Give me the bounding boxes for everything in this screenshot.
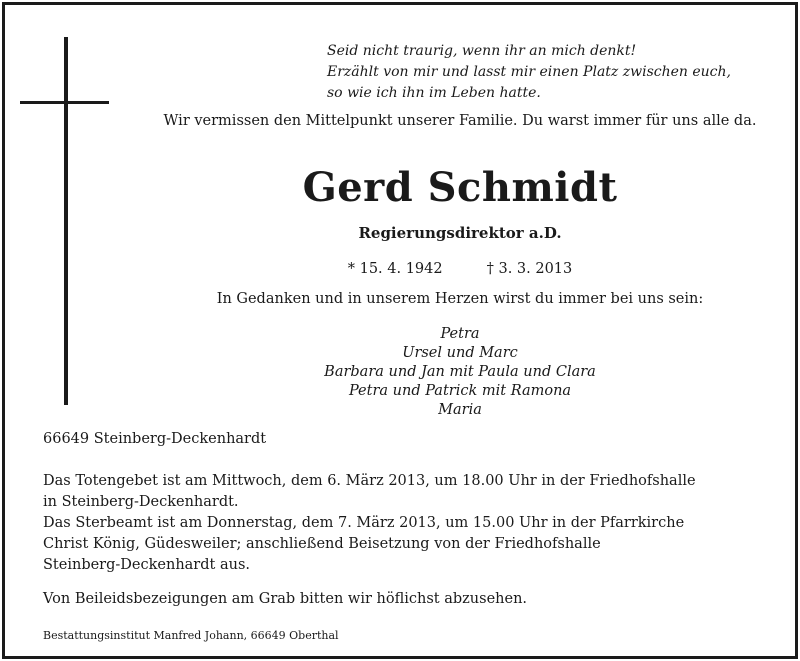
service-line: Steinberg-Deckenhardt aus.: [43, 557, 250, 573]
life-dates: [145, 261, 775, 277]
obituary-notice: [2, 2, 798, 659]
service-line: Das Sterbeamt ist am Donnerstag, dem 7. März 2013, um 15.00 Uhr in der Pfarrkirche: [43, 515, 685, 531]
mourner: Petra und Patrick mit Ramona: [348, 383, 572, 399]
mourners-list: [145, 325, 775, 420]
birth-date: * 15. 4. 1942: [347, 261, 443, 277]
poem-line: Erzählt von mir und lasst mir einen Platz zwischen euch,: [327, 64, 731, 80]
service-line: Christ König, Güdesweiler; anschließend Beisetzung von der Friedhofshalle: [43, 536, 601, 552]
poem-line: Seid nicht traurig, wenn ihr an mich denkt!: [327, 43, 637, 59]
poem: [327, 41, 731, 104]
mourner: Barbara und Jan mit Paula und Clara: [324, 364, 596, 380]
service-line: Das Totengebet ist am Mittwoch, dem 6. März 2013, um 18.00 Uhr in der Friedhofshalle: [43, 473, 696, 489]
cross-icon: [64, 37, 68, 405]
mourner: Ursel und Marc: [402, 345, 518, 361]
remembrance-line: In Gedanken und in unserem Herzen wirst du immer bei uns sein:: [216, 291, 704, 307]
cross-icon-bar: [20, 101, 109, 104]
deceased-title: Regierungsdirektor a.D.: [358, 224, 562, 242]
family-address: 66649 Steinberg-Deckenhardt: [43, 431, 267, 447]
missing-statement: Wir vermissen den Mittelpunkt unserer Familie. Du warst immer für uns alle da.: [163, 113, 757, 129]
condolences-note: Von Beileidsbezeigungen am Grab bitten wir höflichst abzusehen.: [43, 591, 528, 607]
mourner: Maria: [438, 402, 482, 418]
service-details: [43, 471, 696, 576]
deceased-name: Gerd Schmidt: [302, 164, 618, 211]
death-date: † 3. 3. 2013: [486, 261, 573, 277]
service-line: in Steinberg-Deckenhardt.: [43, 494, 239, 510]
poem-line: so wie ich ihn im Leben hatte.: [327, 85, 541, 101]
undertaker-credit: Bestattungsinstitut Manfred Johann, 66649 Oberthal: [43, 629, 339, 642]
mourner: Petra: [440, 326, 480, 342]
